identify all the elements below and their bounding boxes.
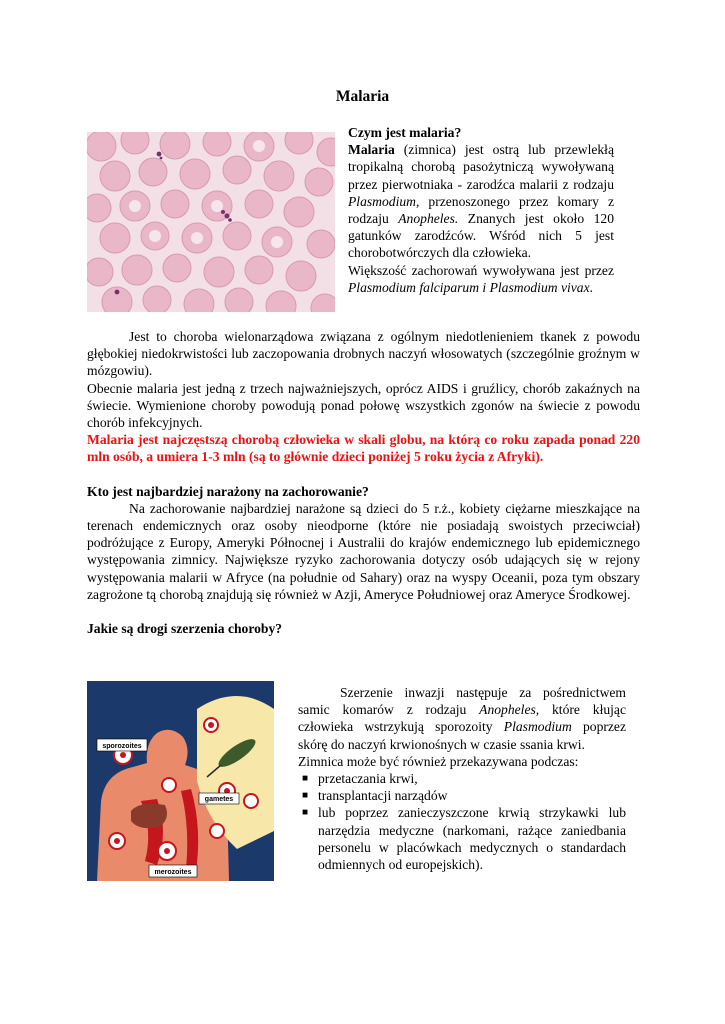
species-text-1: Większość zachorowań wywoływana jest przez bbox=[348, 262, 614, 278]
bullet-icon: ■ bbox=[302, 790, 309, 802]
label-merozoites: merozoites bbox=[154, 869, 192, 876]
transmission-column bbox=[298, 684, 626, 873]
transmission-list bbox=[298, 770, 626, 873]
lifecycle-illustration bbox=[87, 681, 274, 881]
list-item: ■ lub poprzez zanieczyszczone krwią strzykawki lub narzędzia medyczne (narkomani, rażące zaniedbania personelu w placówkach medycznych o standardach odmiennych od europejskich). bbox=[302, 805, 626, 873]
body-paragraph-2: Obecnie malaria jest jedną z trzech najważniejszych, oprócz AIDS i gruźlicy, chorób zakaźnych na świecie. Wymienione choroby powodują ponad połowę wszystkich zgonów na świecie z powodu chorób infekcyjnych. bbox=[87, 380, 640, 431]
list-item: ■ przetaczania krwi, bbox=[302, 771, 418, 787]
section-heading-what-is-malaria: Czym jest malaria? bbox=[348, 125, 462, 140]
species-paragraph bbox=[348, 262, 614, 296]
section-heading-risk: Kto jest najbardziej narażony na zachorowanie? bbox=[87, 483, 369, 499]
transmission-paragraph bbox=[298, 684, 626, 753]
bullet-icon: ■ bbox=[302, 807, 309, 819]
bullet-icon: ■ bbox=[302, 773, 309, 785]
species-text-2: . bbox=[589, 279, 594, 295]
transmission-text-2: które kłując człowieka wstrzykują sporozoity bbox=[298, 702, 626, 735]
intro-text-2: , przenoszonego przez komary z rodzaju bbox=[348, 193, 614, 227]
intro-column bbox=[348, 124, 614, 296]
term-plasmodium-2: Plasmodium bbox=[503, 719, 572, 735]
intro-paragraph bbox=[348, 141, 614, 261]
blood-smear-illustration bbox=[87, 132, 335, 312]
term-species: Plasmodium falciparum i Plasmodium vivax bbox=[348, 279, 590, 295]
term-plasmodium: Plasmodium bbox=[348, 193, 416, 209]
intro-text-3: Znanych jest około 120 gatunków zarodźców. Wśród nich 5 jest chorobotwórczych dla człowieka. bbox=[348, 211, 614, 261]
malaria-lifecycle-image bbox=[87, 681, 274, 881]
intro-text-1: (zimnica) jest ostrą lub przewlekłą tropikalną chorobą pasożytniczą wywoływaną przez pierwotniaka - zarodźca malarii z rodzaju bbox=[348, 142, 614, 192]
term-anopheles: Anopheles. bbox=[398, 211, 459, 227]
section-heading-transmission: Jakie są drogi szerzenia choroby? bbox=[87, 621, 283, 637]
label-gametes: gametes bbox=[204, 796, 234, 803]
risk-paragraph: Na zachorowanie najbardziej narażone są dzieci do 5 r.ż., kobiety ciężarne mieszkające na terenach endemicznych oraz osoby nieodporne (które nie posiadają swoistych przeciwciał) podróżujące z Europy, Ameryki Północnej i Australii do krajów endemicznego lub epidemicznego występowania zimnicy. Największe ryzyko zachorowania dotyczy osób udających się w rejony występowania malarii w Afryce (na południe od Sahary) oraz na wyspy Oceanii, poza tym obszary zagrożone tą chorobą znajdują się również w Azji, Ameryce Południowej oraz Ameryce Środkowej. bbox=[87, 500, 640, 602]
blood-smear-image bbox=[87, 132, 335, 312]
term-malaria: Malaria bbox=[348, 142, 395, 158]
list-item: ■ transplantacji narządów bbox=[302, 788, 448, 804]
transmission-text-1: Szerzenie inwazji następuje za pośrednictwem samic komarów z rodzaju bbox=[298, 685, 626, 718]
transmission-text-3: poprzez skórę do naczyń krwionośnych w czasie ssania krwi. bbox=[298, 719, 627, 752]
main-body bbox=[87, 328, 640, 637]
label-sporozoites: sporozoites bbox=[102, 743, 142, 750]
highlight-paragraph: Malaria jest najczęstszą chorobą człowieka w skali globu, na którą co roku zapada ponad 220 mln osób, a umiera 1-3 mln (są to głównie dzieci poniżej 5 roku życia z Afryki). bbox=[87, 432, 640, 465]
transmission-intro: Zimnica może być również przekazywana podczas: bbox=[298, 753, 579, 769]
page-title: Malaria bbox=[335, 88, 390, 105]
body-paragraph-1: Jest to choroba wielonarządowa związana z ogólnym niedotlenieniem tkanek z powodu głębokiej niedokrwistości lub zaczopowania drobnych naczyń włosowatych (szczególnie groźnym w mózgowiu). bbox=[87, 329, 640, 379]
term-anopheles-2: Anopheles, bbox=[479, 702, 540, 718]
